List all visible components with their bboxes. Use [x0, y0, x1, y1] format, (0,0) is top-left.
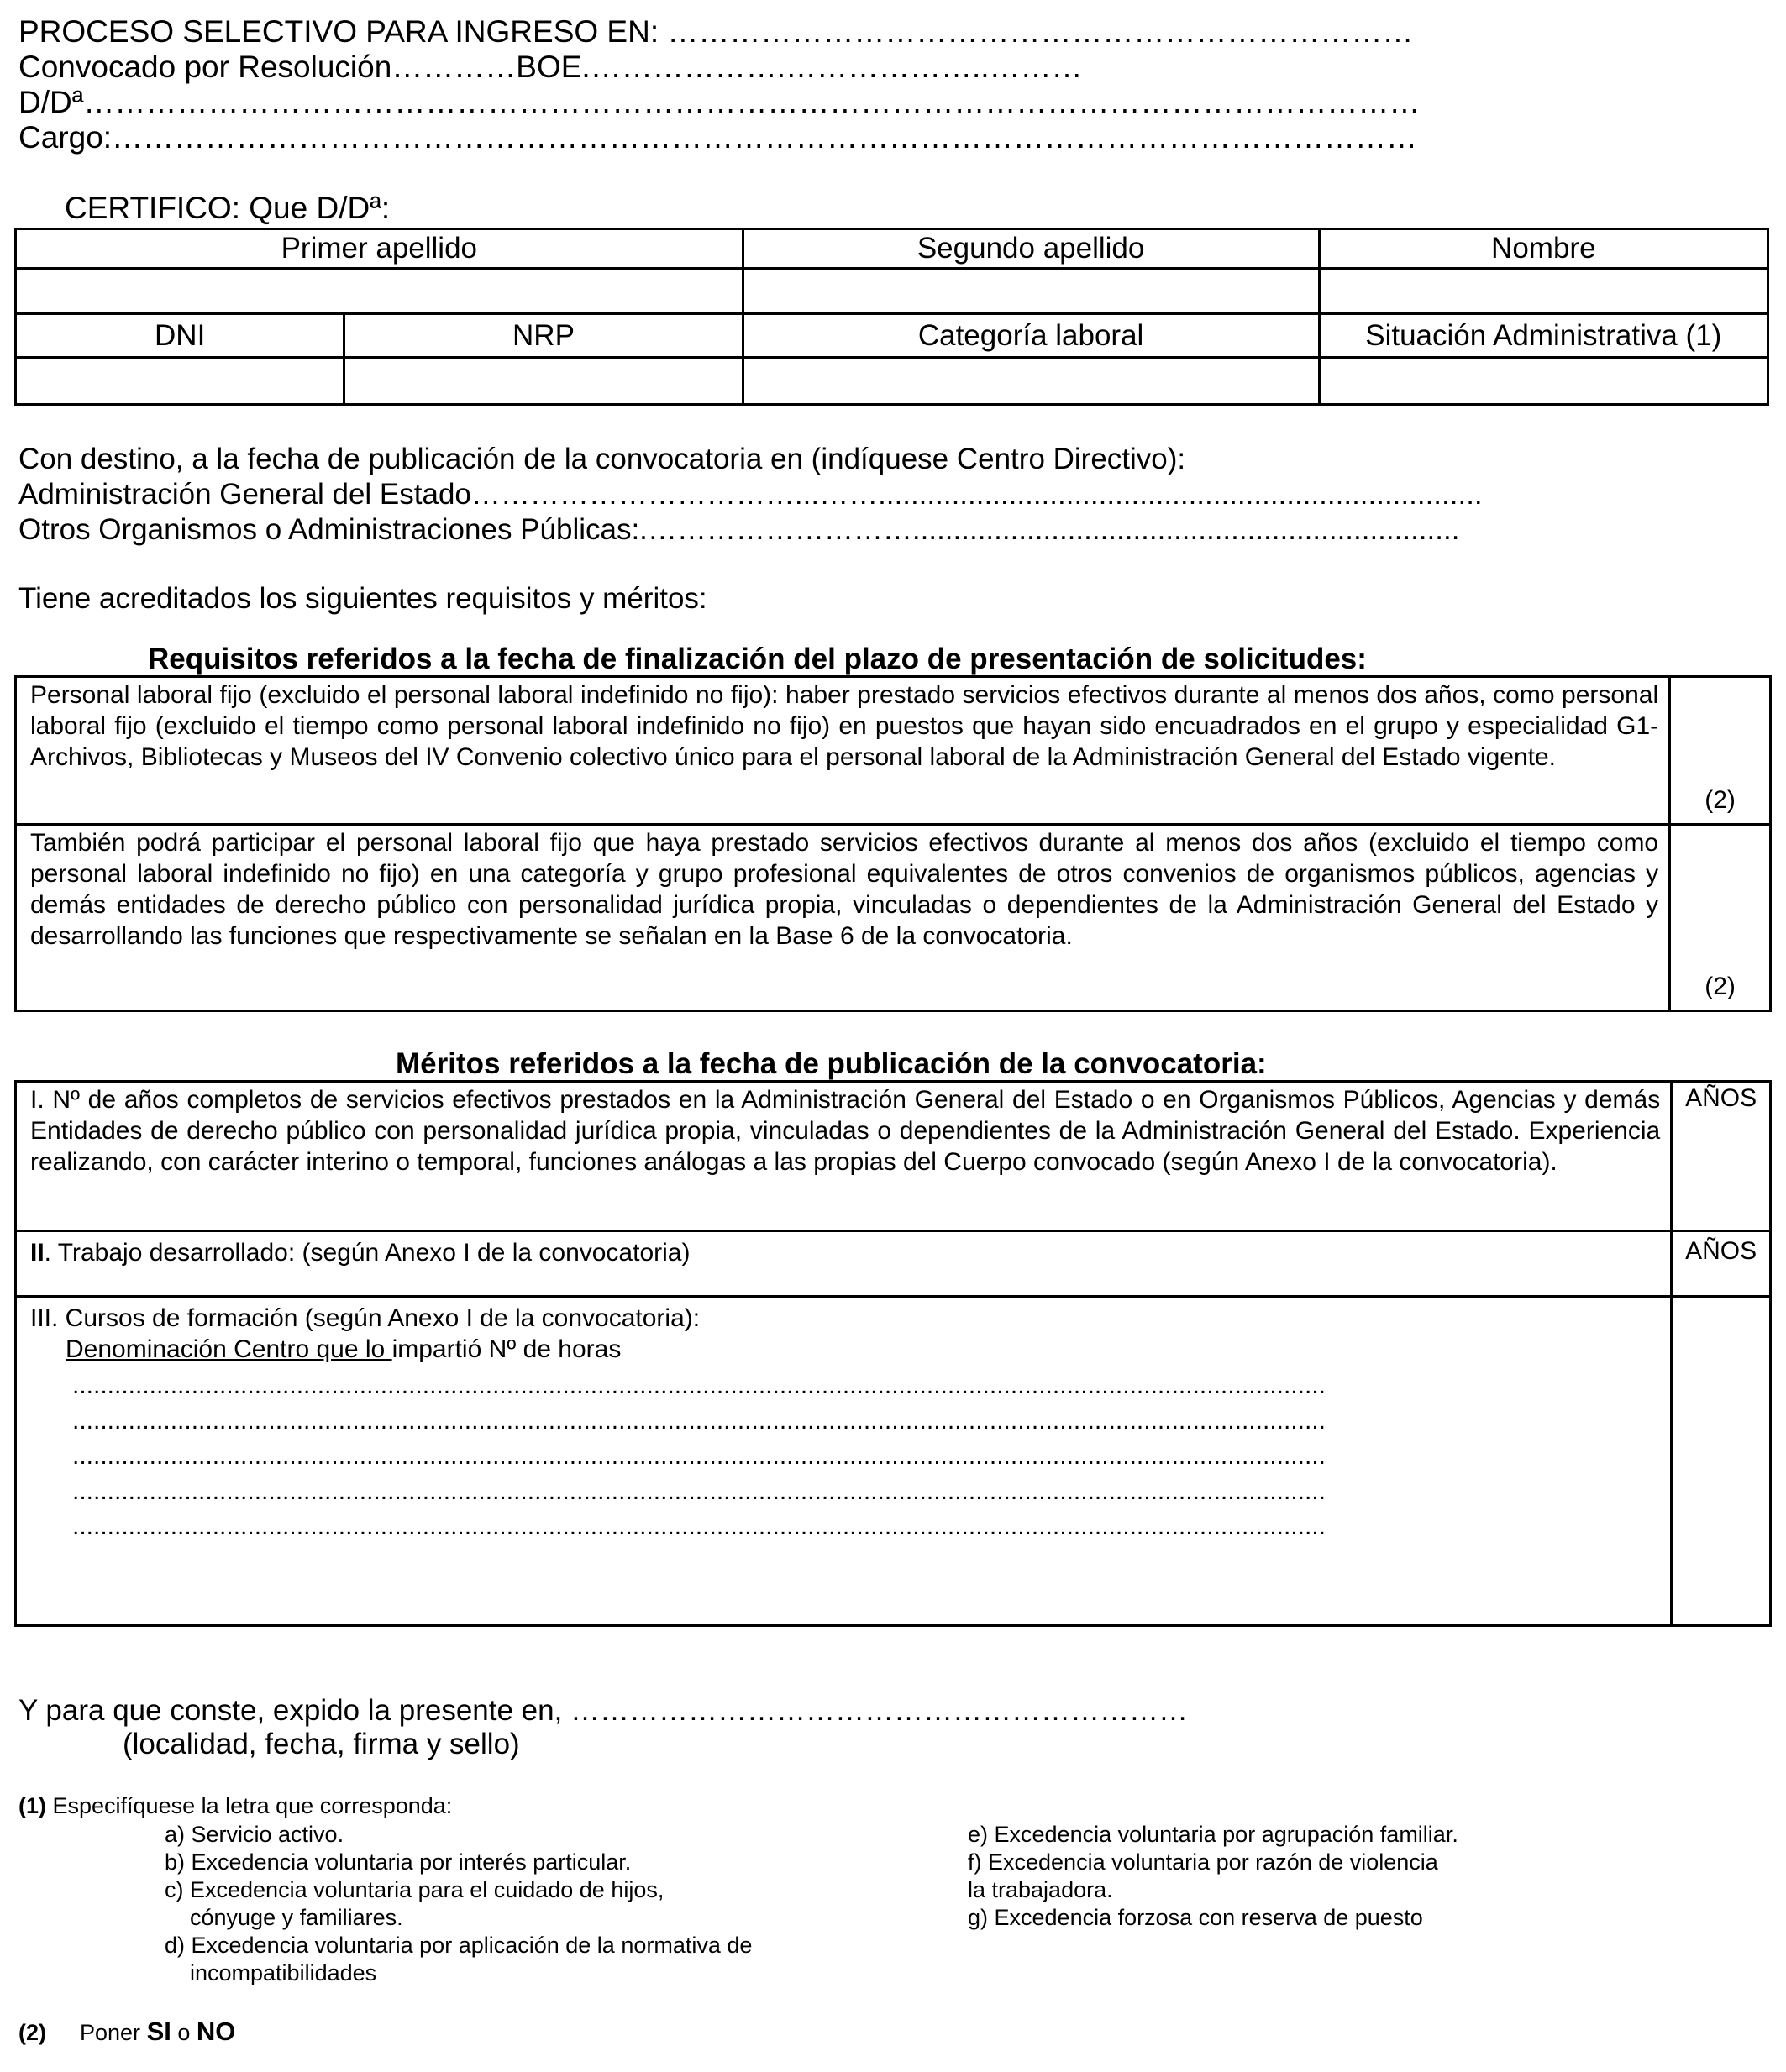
requisito-laboral-fijo: Personal laboral fijo (excluido el personal laboral indefinido no fijo): haber prestado servicios efectivos durante al menos dos años, como personal laboral fijo (excluido el tiempo como personal laboral indefinido no fijo) en puestos que hayan sido encuadrados en el grupo y especialidad G1- Archivos, Bibliotecas y Museos del IV Convenio colectivo único para el personal laboral de la Administración General del Estado vigente. — [16, 677, 1670, 825]
field-primer-apellido[interactable] — [16, 269, 743, 314]
curso-line-4[interactable]: ................................................................................................................................................................................... — [72, 1477, 1326, 1505]
footnote-1-intro: Especifíquese la letra que corresponda: — [46, 1793, 453, 1818]
meritos-table — [14, 1080, 1772, 1627]
footnote-2-text-mid: o — [171, 2020, 197, 2045]
closing-note: (localidad, fecha, firma y sello) — [123, 1728, 520, 1760]
cargo-line: Cargo:……………………………………………………………………………………………………………… — [18, 120, 1418, 155]
header-primer-apellido: Primer apellido — [16, 229, 743, 269]
footnote-2-text-pre: Poner — [80, 2020, 147, 2045]
field-situacion-administrativa[interactable] — [1319, 358, 1768, 405]
field-nombre[interactable] — [1319, 269, 1768, 314]
cursos-title: III. Cursos de formación (según Anexo I de la convocatoria): — [30, 1304, 701, 1332]
option-c-cont: cónyuge y familiares. — [190, 1905, 403, 1930]
convocado-line: Convocado por Resolución…………BOE.……………….………………..……… — [18, 50, 1083, 84]
merito-2-anos[interactable]: AÑOS — [1672, 1231, 1771, 1297]
merito-servicios-efectivos: I. Nº de años completos de servicios efectivos prestados en la Administración General del Estado o en Organismos Públicos, Agencias y demás Entidades de derecho público con personalidad jurídica propia, vinculadas o dependientes de la Administración General del Estado. Experiencia realizando, con carácter interino o temporal, funciones análogas a las propias del Cuerpo convocado (según Anexo I de la convocatoria). — [16, 1082, 1672, 1231]
header-categoria-laboral: Categoría laboral — [743, 314, 1319, 358]
destino-line: Con destino, a la fecha de publicación de la convocatoria en (indíquese Centro Directivo): — [18, 443, 1186, 475]
header-segundo-apellido: Segundo apellido — [743, 229, 1319, 269]
numeral-ii: II — [30, 1239, 45, 1267]
option-c: c) Excedencia voluntaria para el cuidado de hijos, — [165, 1877, 664, 1902]
footnote-2-no: NO — [196, 2017, 236, 2046]
meritos-title: Méritos referidos a la fecha de publicación de la convocatoria: — [396, 1047, 1267, 1080]
option-d-cont: incompatibilidades — [190, 1960, 377, 1985]
option-b: b) Excedencia voluntaria por interés particular. — [165, 1849, 632, 1875]
closing-line: Y para que conste, expido la presente en, ……………………………………………………… — [18, 1694, 1189, 1727]
trabajo-desarrollado-label: . Trabajo desarrollado: (según Anexo I de la convocatoria) — [44, 1239, 691, 1267]
option-d: d) Excedencia voluntaria por aplicación de la normativa de — [165, 1933, 753, 1958]
option-g: g) Excedencia forzosa con reserva de puesto — [968, 1905, 1423, 1930]
proceso-selectivo-line: PROCESO SELECTIVO PARA INGRESO EN: ……………………………………………………………… — [18, 14, 1414, 49]
option-a: a) Servicio activo. — [165, 1822, 344, 1847]
merito-1-anos[interactable]: AÑOS — [1672, 1082, 1771, 1231]
merito-trabajo-desarrollado — [16, 1231, 1672, 1297]
field-categoria-laboral[interactable] — [743, 358, 1319, 405]
cursos-subheader-underlined: Denominación Centro que lo — [66, 1335, 392, 1363]
otros-organismos-line: Otros Organismos o Administraciones Públicas:.………………………................................................................... — [18, 513, 1460, 546]
age-line: Administración General del Estado……………………………...…….......................................................................... — [18, 478, 1483, 511]
header-nrp: NRP — [344, 314, 743, 358]
option-f-cont: la trabajadora. — [968, 1877, 1113, 1902]
field-nrp[interactable] — [344, 358, 743, 405]
requisitos-table — [14, 675, 1772, 1012]
requisito-otros-convenios: También podrá participar el personal laboral fijo que haya prestado servicios efectivos durante al menos dos años (excluido el tiempo como personal laboral indefinido no fijo) en una categoría y grupo profesional equivalentes de otros convenios de organismos públicos, agencias y demás entidades de derecho público con personalidad jurídica propia, vinculadas o dependientes de la Administración General del Estado y desarrollando las funciones que respectivamente se señalan en la Base 6 de la convocatoria. — [16, 825, 1670, 1011]
header-situacion-administrativa: Situación Administrativa (1) — [1319, 314, 1768, 358]
header-dni: DNI — [16, 314, 344, 358]
curso-line-5[interactable]: ................................................................................................................................................................................... — [72, 1513, 1326, 1540]
certifico-label: CERTIFICO: Que D/Dª: — [65, 191, 391, 225]
curso-line-1[interactable]: ................................................................................................................................................................................... — [72, 1372, 1326, 1399]
footnote-1-marker: (1) — [18, 1793, 46, 1818]
requisito-2-mark[interactable]: (2) — [1670, 825, 1771, 1011]
requisito-1-mark[interactable]: (2) — [1670, 677, 1771, 825]
requisitos-title: Requisitos referidos a la fecha de finalización del plazo de presentación de solicitudes: — [148, 643, 1367, 675]
merito-cursos-formacion — [16, 1297, 1672, 1626]
cursos-subheader-rest: impartió Nº de horas — [391, 1335, 622, 1363]
curso-line-3[interactable]: ................................................................................................................................................................................... — [72, 1442, 1326, 1470]
footnote-1-header — [18, 1792, 452, 1820]
dd-line: D/Dª………………………………………………………………………………………………………………… — [18, 85, 1421, 119]
header-nombre: Nombre — [1319, 229, 1768, 269]
curso-line-2[interactable]: ................................................................................................................................................................................... — [72, 1407, 1326, 1435]
footnote-2-marker: (2) — [18, 2020, 46, 2045]
personal-data-table — [14, 228, 1769, 406]
option-e: e) Excedencia voluntaria por agrupación familiar. — [968, 1822, 1458, 1847]
footnote-2-si: SI — [146, 2017, 171, 2046]
cursos-side-cell[interactable] — [1672, 1297, 1771, 1626]
field-segundo-apellido[interactable] — [743, 269, 1319, 314]
footnote-2 — [18, 2017, 235, 2047]
acreditados-label: Tiene acreditados los siguientes requisitos y méritos: — [18, 582, 707, 615]
cursos-subheader — [30, 1334, 1660, 1365]
option-f: f) Excedencia voluntaria por razón de violencia — [968, 1849, 1438, 1875]
field-dni[interactable] — [16, 358, 344, 405]
